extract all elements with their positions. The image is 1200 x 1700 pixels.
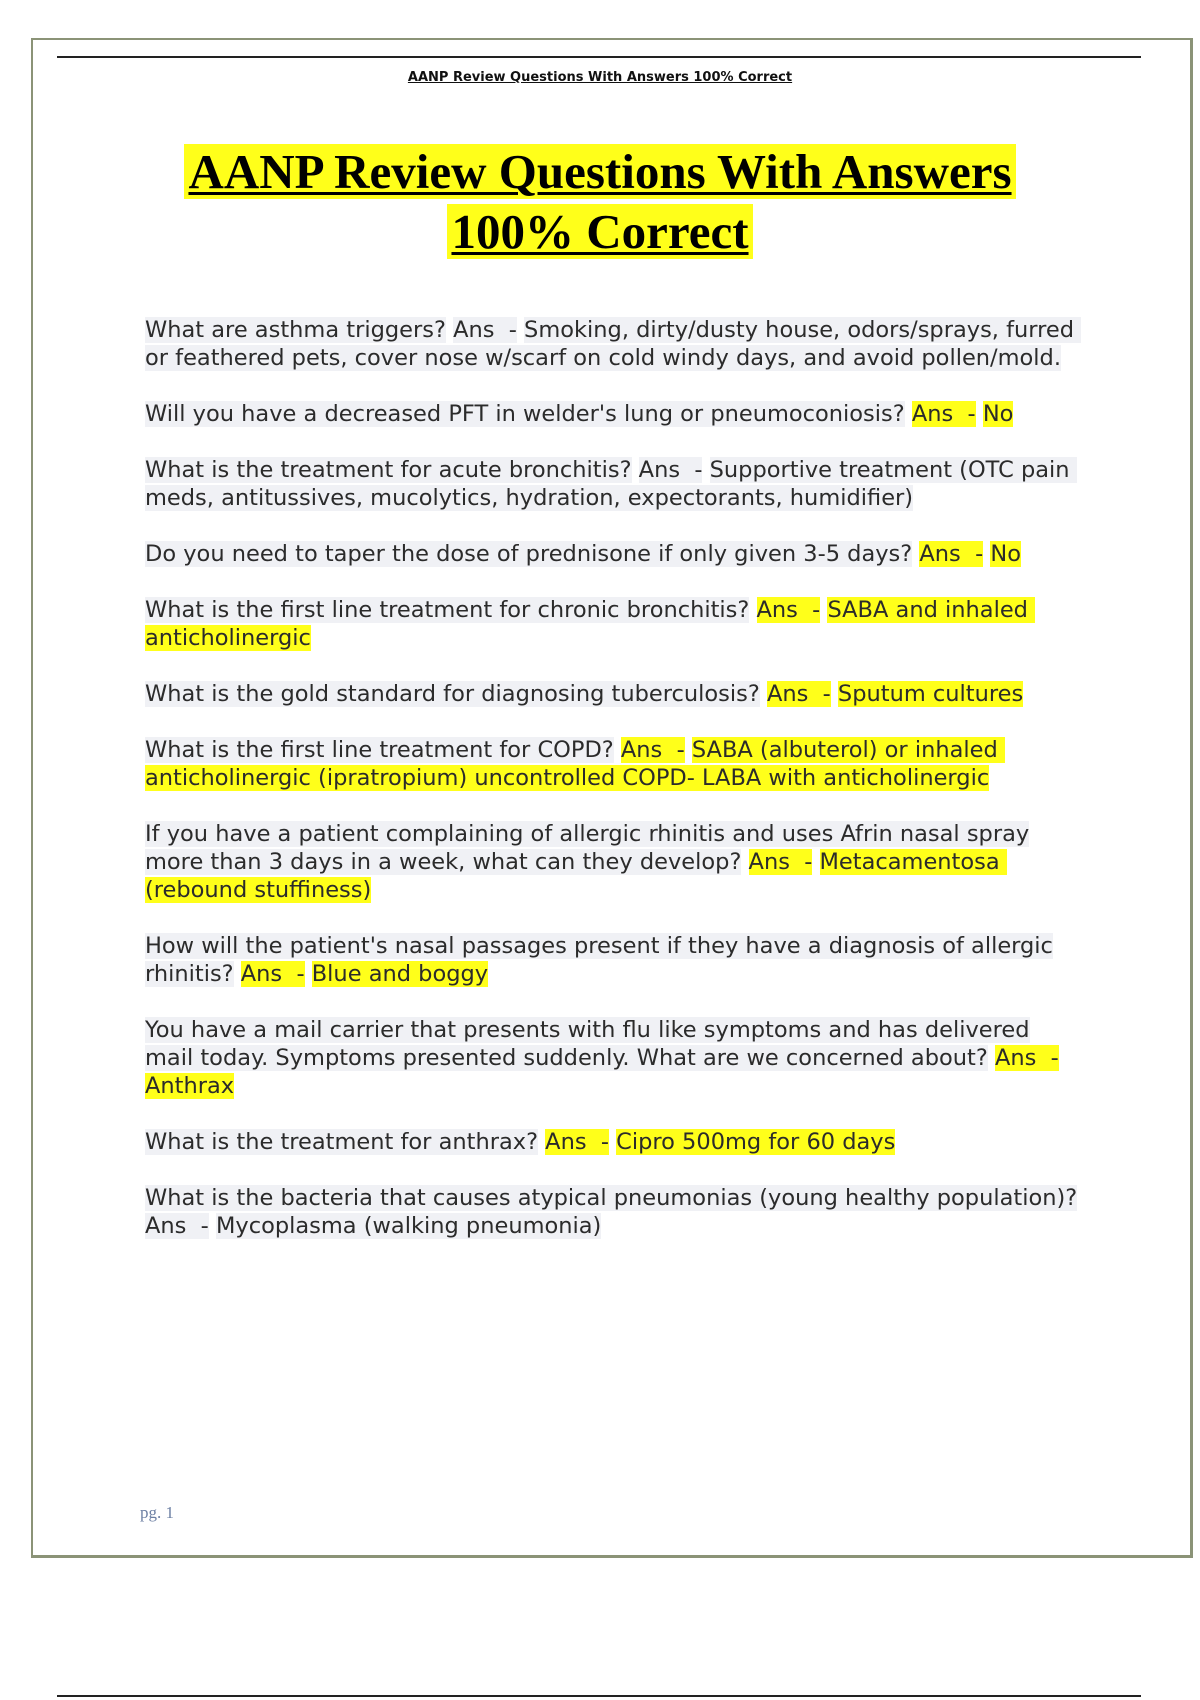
answer-text: Smoking, dirty/dusty house, odors/sprays, furred or feathered pets, cover nose w/scarf on cold windy days, and avoid pollen/mold. [145, 317, 1082, 371]
qa-list [145, 316, 1080, 1268]
qa-item [145, 1128, 1080, 1156]
answer-text: SABA and inhaled anticholinergic [145, 597, 1036, 651]
answer-label: Ans - [545, 1129, 609, 1155]
qa-item [145, 820, 1080, 904]
qa-item [145, 932, 1080, 988]
title-line-2: 100% Correct [447, 204, 752, 259]
answer-text: Cipro 500mg for 60 days [616, 1129, 896, 1155]
document-title [0, 142, 1200, 262]
question-text: Do you need to taper the dose of prednisone if only given 3-5 days? [145, 541, 913, 567]
title-line-1: AANP Review Questions With Answers [184, 144, 1015, 199]
qa-item [145, 1016, 1080, 1100]
answer-text: Metacamentosa (rebound stuffiness) [145, 849, 1007, 903]
header-rule [57, 56, 1141, 58]
answer-text: No [990, 541, 1021, 567]
answer-label: Ans - [145, 1213, 209, 1239]
answer-label: Ans - [756, 597, 821, 623]
next-page-rule [57, 1695, 1141, 1697]
page-number: pg. 1 [140, 1503, 174, 1522]
answer-text: SABA (albuterol) or inhaled anticholinergic (ipratropium) uncontrolled COPD- LABA with anticholinergic [145, 737, 1005, 791]
answer-label: Ans - [453, 317, 517, 343]
answer-label: Ans - [638, 457, 703, 483]
question-text: What is the treatment for acute bronchitis? [145, 457, 632, 483]
question-text: If you have a patient complaining of allergic rhinitis and uses Afrin nasal spray more than 3 days in a week, what can they develop? [145, 821, 1030, 875]
answer-label: Ans - [994, 1045, 1059, 1071]
question-text: What is the bacteria that causes atypical pneumonias (young healthy population)? [145, 1185, 1078, 1211]
running-header: AANP Review Questions With Answers 100% Correct [407, 70, 793, 85]
qa-item [145, 400, 1080, 428]
answer-label: Ans - [766, 681, 831, 707]
question-text: What is the first line treatment for chronic bronchitis? [145, 597, 750, 623]
answer-label: Ans - [911, 401, 976, 427]
qa-item [145, 1184, 1080, 1240]
question-text: You have a mail carrier that presents with flu like symptoms and has delivered mail today. Symptoms presented suddenly. What are we concerned about? [145, 1017, 1030, 1071]
qa-item [145, 596, 1080, 652]
question-text: What is the first line treatment for COPD? [145, 737, 614, 763]
answer-label: Ans - [240, 961, 305, 987]
answer-text: Supportive treatment (OTC pain meds, antitussives, mucolytics, hydration, expectorants, humidifier) [145, 457, 1077, 511]
qa-item [145, 736, 1080, 792]
answer-text: Sputum cultures [837, 681, 1024, 707]
qa-item [145, 680, 1080, 708]
answer-text: Mycoplasma (walking pneumonia) [215, 1213, 602, 1239]
answer-label: Ans - [620, 737, 685, 763]
answer-label: Ans - [748, 849, 813, 875]
answer-text: Blue and boggy [311, 961, 489, 987]
question-text: What is the treatment for anthrax? [145, 1129, 539, 1155]
answer-text: Anthrax [145, 1073, 235, 1099]
question-text: How will the patient's nasal passages present if they have a diagnosis of allergic rhinitis? [145, 933, 1053, 987]
qa-item [145, 540, 1080, 568]
qa-item [145, 456, 1080, 512]
answer-label: Ans - [919, 541, 984, 567]
answer-text: No [982, 401, 1014, 427]
qa-item [145, 316, 1080, 372]
question-text: What is the gold standard for diagnosing tuberculosis? [145, 681, 760, 707]
question-text: What are asthma triggers? [145, 317, 446, 343]
question-text: Will you have a decreased PFT in welder's lung or pneumoconiosis? [145, 401, 905, 427]
